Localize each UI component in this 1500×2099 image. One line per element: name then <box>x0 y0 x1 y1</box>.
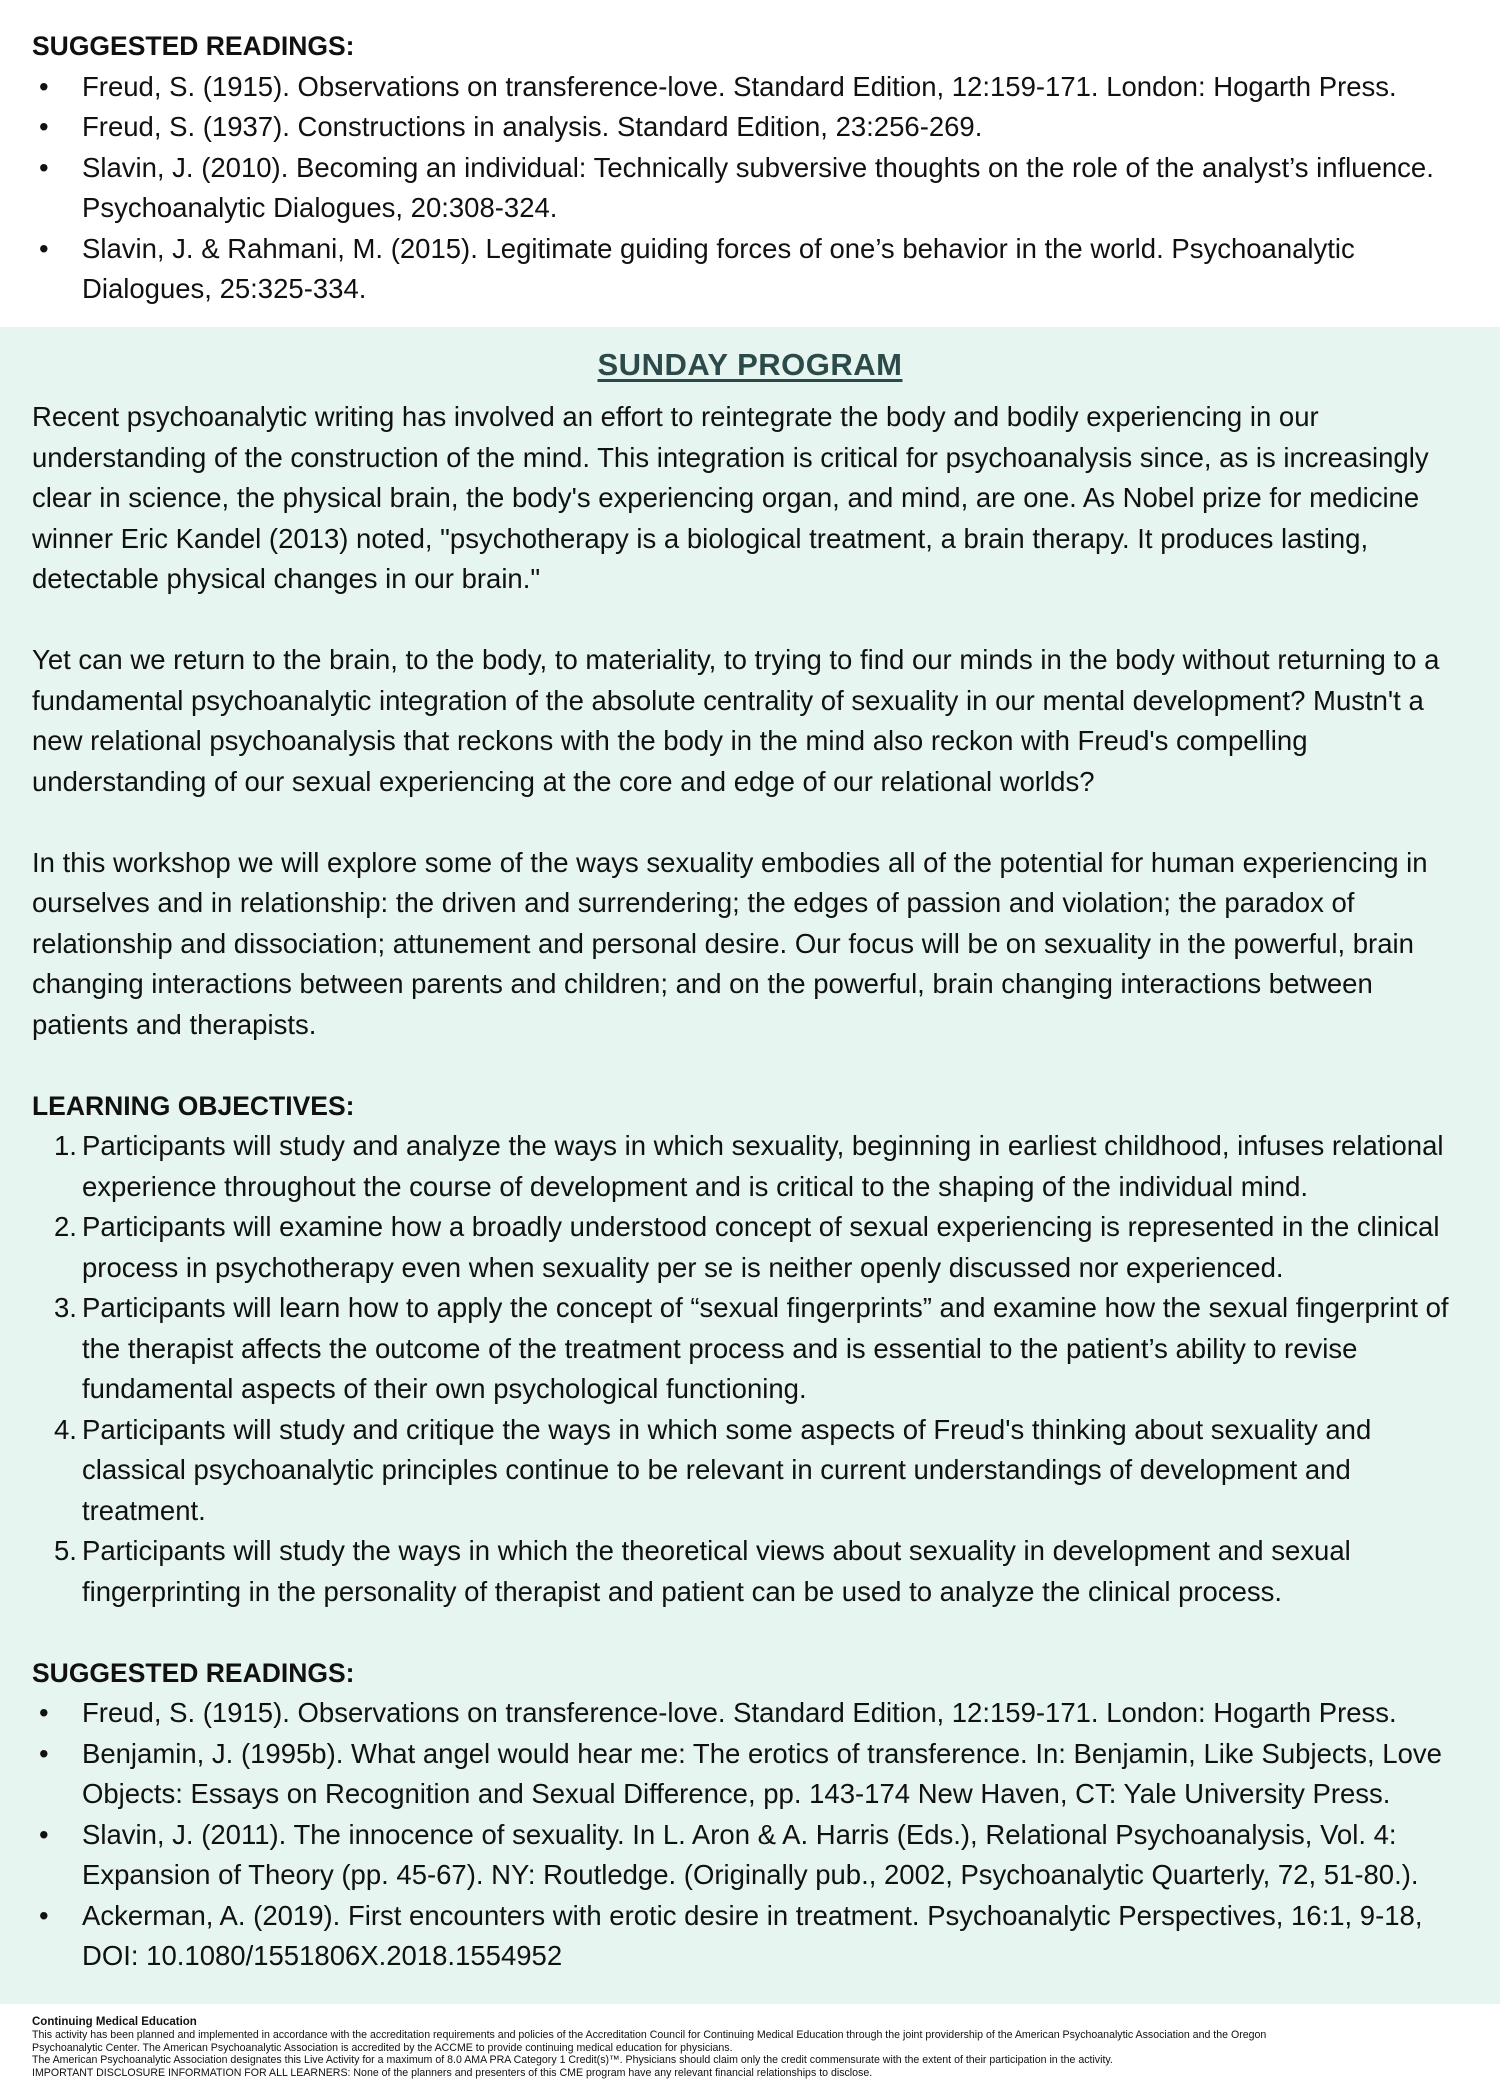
reading-item: • Slavin, J. (2010). Becoming an individual: Technically subversive thoughts on the role of the analyst’s influence. Psychoanalytic Dialogues, 20:308-324. <box>32 148 1468 229</box>
cme-line: The American Psychoanalytic Association designates this Live Activity for a maximum of 8.0 AMA PRA Category 1 Credit(s)™. Physicians should claim only the credit commensurate with the extent of their participation in the activity. <box>32 2054 1113 2066</box>
readings-heading: SUGGESTED READINGS: <box>32 31 355 61</box>
reading-item: • Freud, S. (1937). Constructions in analysis. Standard Edition, 23:256-269. <box>32 107 1468 148</box>
readings-heading: SUGGESTED READINGS: <box>32 1657 355 1688</box>
reading-item: • Ackerman, A. (2019). First encounters with erotic desire in treatment. Psychoanalytic Perspectives, 16:1, 9-18, DOI: 10.1080/1551806X.2018.1554952 <box>32 1896 1468 1977</box>
objective-item: 2. Participants will examine how a broadly understood concept of sexual experiencing is represented in the clinical process in psychotherapy even when sexuality per se is neither openly discussed nor experienced. <box>54 1211 1440 1283</box>
readings-list <box>32 67 1468 310</box>
objectives-list <box>32 1126 1468 1612</box>
cme-line: Psychoanalytic Center. The American Psychoanalytic Association is accredited by the ACCME to provide continuing medical education for physicians. <box>32 2041 733 2054</box>
bullet: • <box>39 1818 49 1850</box>
reading-item: • Slavin, J. (2011). The innocence of sexuality. In L. Aron & A. Harris (Eds.), Relational Psychoanalysis, Vol. 4: Expansion of Theory (pp. 45-67). NY: Routledge. (Originally pub., 2002, Psychoanalytic Quarterly, 72, 51-80.). <box>32 1815 1468 1896</box>
spacer <box>32 1612 1468 1653</box>
readings-list <box>32 1693 1468 1977</box>
cme-line: This activity has been planned and implemented in accordance with the accreditation requirements and policies of the Accreditation Council for Continuing Medical Education through the joint providership of the American Psychoanalytic Association and the Oregon <box>32 2029 1267 2041</box>
cme-title: Continuing Medical Education <box>32 2016 197 2028</box>
sunday-program-section <box>0 327 1500 2004</box>
question-paragraph: Yet can we return to the brain, to the body, to materiality, to trying to find our minds in the body without returning to a fundamental psychoanalytic integration of the absolute centrality of sexuality in our mental development? Mustn't a new relational psychoanalysis that reckons with the body in the mind also reckon with Freud's compelling understanding of our sexual experiencing at the core and edge of our relational worlds? <box>32 644 1440 797</box>
objectives-heading: LEARNING OBJECTIVES: <box>32 1090 355 1121</box>
bullet: • <box>39 1697 49 1728</box>
cme-footer <box>0 2004 1500 2099</box>
bullet: • <box>39 232 49 264</box>
cme-line: IMPORTANT DISCLOSURE INFORMATION FOR ALL LEARNERS: None of the planners and presenters of this CME program have any relevant financial relationships to disclose. <box>32 2066 873 2079</box>
reading-item: • Benjamin, J. (1995b). What angel would hear me: The erotics of transference. In: Benjamin, Like Subjects, Love Objects: Essays on Recognition and Sexual Difference, pp. 143-174 New Haven, CT: Yale University Press. <box>32 1734 1468 1815</box>
reading-item: • Freud, S. (1915). Observations on transference-love. Standard Edition, 12:159-171. London: Hogarth Press. <box>32 1693 1468 1734</box>
reading-item: • Freud, S. (1915). Observations on transference-love. Standard Edition, 12:159-171. London: Hogarth Press. <box>32 67 1468 108</box>
intro-paragraph: Recent psychoanalytic writing has involved an effort to reintegrate the body and bodily experiencing in our understanding of the construction of the mind. This integration is critical for psychoanalysis since, as is increasingly clear in science, the physical brain, the body's experiencing organ, and mind, are one. As Nobel prize for medicine winner Eric Kandel (2013) noted, "psychotherapy is a biological treatment, a brain therapy. It produces lasting, detectable physical changes in our brain." <box>32 401 1429 594</box>
objective-item: 1. Participants will study and analyze the ways in which sexuality, beginning in earliest childhood, infuses relational experience throughout the course of development and is critical to the shaping of the individual mind. <box>54 1130 1444 1202</box>
reading-item: • Slavin, J. & Rahmani, M. (2015). Legitimate guiding forces of one’s behavior in the world. Psychoanalytic Dialogues, 25:325-334. <box>32 229 1468 310</box>
objective-item: 3. Participants will learn how to apply the concept of “sexual fingerprints” and examine how the sexual fingerprint of the therapist affects the outcome of the treatment process and is essential to the patient’s ability to revise fundamental aspects of their own psychological functioning. <box>54 1292 1449 1404</box>
objective-item: 5. Participants will study the ways in which the theoretical views about sexuality in development and sexual fingerprinting in the personality of therapist and patient can be used to analyze the clinical process. <box>54 1535 1351 1607</box>
bullet: • <box>39 70 49 102</box>
bullet: • <box>39 151 49 183</box>
top-readings-section <box>0 0 1500 327</box>
workshop-paragraph: In this workshop we will explore some of the ways sexuality embodies all of the potential for human experiencing in ourselves and in relationship: the driven and surrendering; the edges of passion and violation; the paradox of relationship and dissociation; attunement and personal desire. Our focus will be on sexuality in the powerful, brain changing interactions between parents and children; and on the powerful, brain changing interactions between patients and therapists. <box>32 846 1428 1040</box>
objective-item: 4. Participants will study and critique the ways in which some aspects of Freud's thinking about sexuality and classical psychoanalytic principles continue to be relevant in current understandings of development and treatment. <box>54 1413 1372 1526</box>
bullet: • <box>39 1737 49 1769</box>
program-title: SUNDAY PROGRAM <box>597 347 903 382</box>
bullet: • <box>39 1899 49 1931</box>
bullet: • <box>39 111 49 142</box>
